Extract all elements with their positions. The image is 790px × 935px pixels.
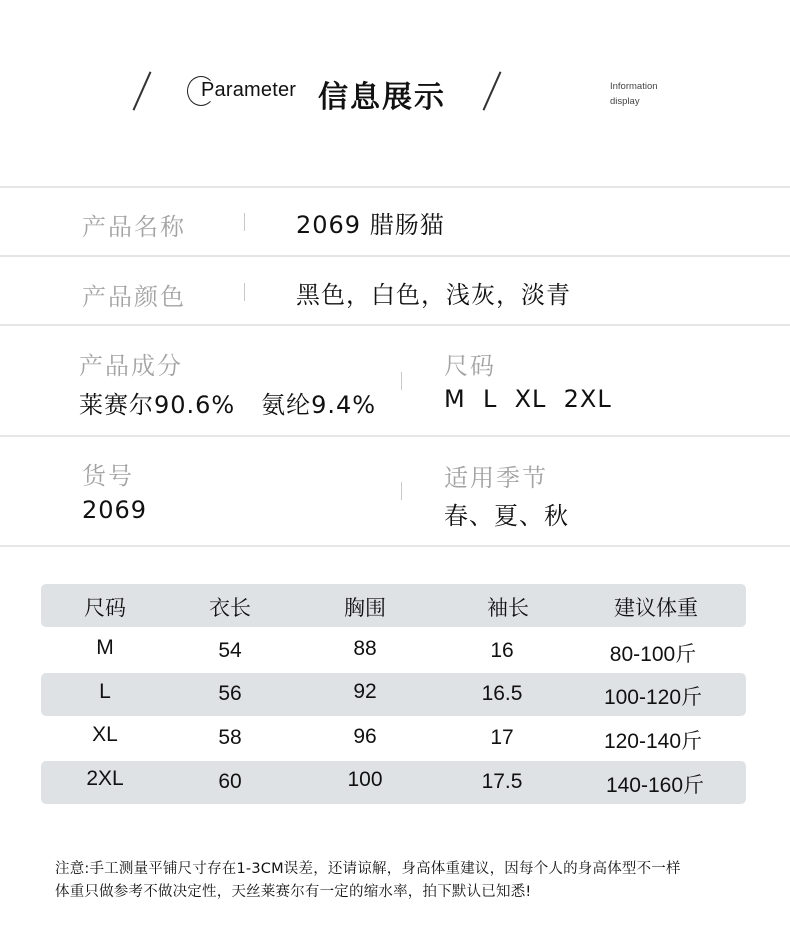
table-cell: 2XL [86, 767, 124, 790]
table-cell: XL [92, 723, 118, 746]
note-line-1: 注意:手工测量平铺尺寸存在1-3CM误差，还请谅解，身高体重建议，因每个人的身高体型不一样 [55, 861, 681, 877]
size-value: M L XL 2XL [444, 385, 612, 413]
table-header-cell: 袖长 [487, 596, 529, 620]
product-name-value: 2069 腊肠猫 [296, 211, 445, 239]
table-cell: 60 [218, 770, 242, 793]
column-separator [401, 482, 402, 500]
divider [0, 435, 790, 437]
info-caption-line1: Information [610, 81, 658, 92]
table-cell: 140-160斤 [605, 774, 705, 797]
composition-label: 产品成分 [79, 352, 183, 380]
table-cell: L [99, 680, 111, 703]
column-separator [401, 372, 402, 390]
product-color-value: 黑色，白色，浅灰，淡青 [296, 281, 571, 309]
info-caption-line2: display [610, 96, 640, 107]
table-cell: 96 [353, 725, 377, 748]
info-display-caption [610, 79, 690, 109]
divider [0, 186, 790, 188]
table-header-cell: 建议体重 [614, 596, 698, 620]
divider [0, 324, 790, 326]
column-separator [244, 283, 245, 301]
note-line-2: 体重只做参考不做决定性，天丝莱赛尔有一定的缩水率，拍下默认已知悉! [55, 884, 532, 900]
table-header-cell: 尺码 [84, 596, 126, 620]
table-cell: 17 [490, 726, 514, 749]
table-cell: 54 [218, 639, 242, 662]
slash-left-decoration [133, 71, 152, 110]
product-color-label: 产品颜色 [82, 283, 186, 311]
header [0, 0, 790, 186]
header-title: 信息展示 [318, 80, 446, 115]
table-cell: 80-100斤 [609, 643, 697, 666]
table-cell: M [96, 636, 114, 659]
table-cell: 100 [347, 768, 383, 791]
table-cell: 56 [218, 682, 242, 705]
table-header-cell: 衣长 [209, 596, 251, 620]
season-label: 适用季节 [444, 464, 548, 492]
column-separator [244, 213, 245, 231]
table-header-cell: 胸围 [344, 596, 386, 620]
item-number-value: 2069 [82, 496, 148, 524]
composition-value: 莱赛尔90.6% 氨纶9.4% [79, 391, 377, 419]
table-cell: 120-140斤 [603, 730, 703, 753]
product-name-label: 产品名称 [82, 213, 186, 241]
slash-right-decoration [483, 71, 502, 110]
table-cell: 100-120斤 [603, 686, 703, 709]
parameter-label: Parameter [201, 79, 297, 101]
season-value: 春、夏、秋 [444, 502, 569, 530]
table-cell: 16.5 [481, 682, 523, 705]
divider [0, 545, 790, 547]
table-cell: 17.5 [481, 770, 523, 793]
size-label: 尺码 [444, 352, 496, 380]
divider [0, 255, 790, 257]
item-number-label: 货号 [82, 462, 134, 490]
table-cell: 58 [218, 726, 242, 749]
table-cell: 92 [353, 680, 377, 703]
table-cell: 88 [353, 637, 377, 660]
table-cell: 16 [490, 639, 514, 662]
